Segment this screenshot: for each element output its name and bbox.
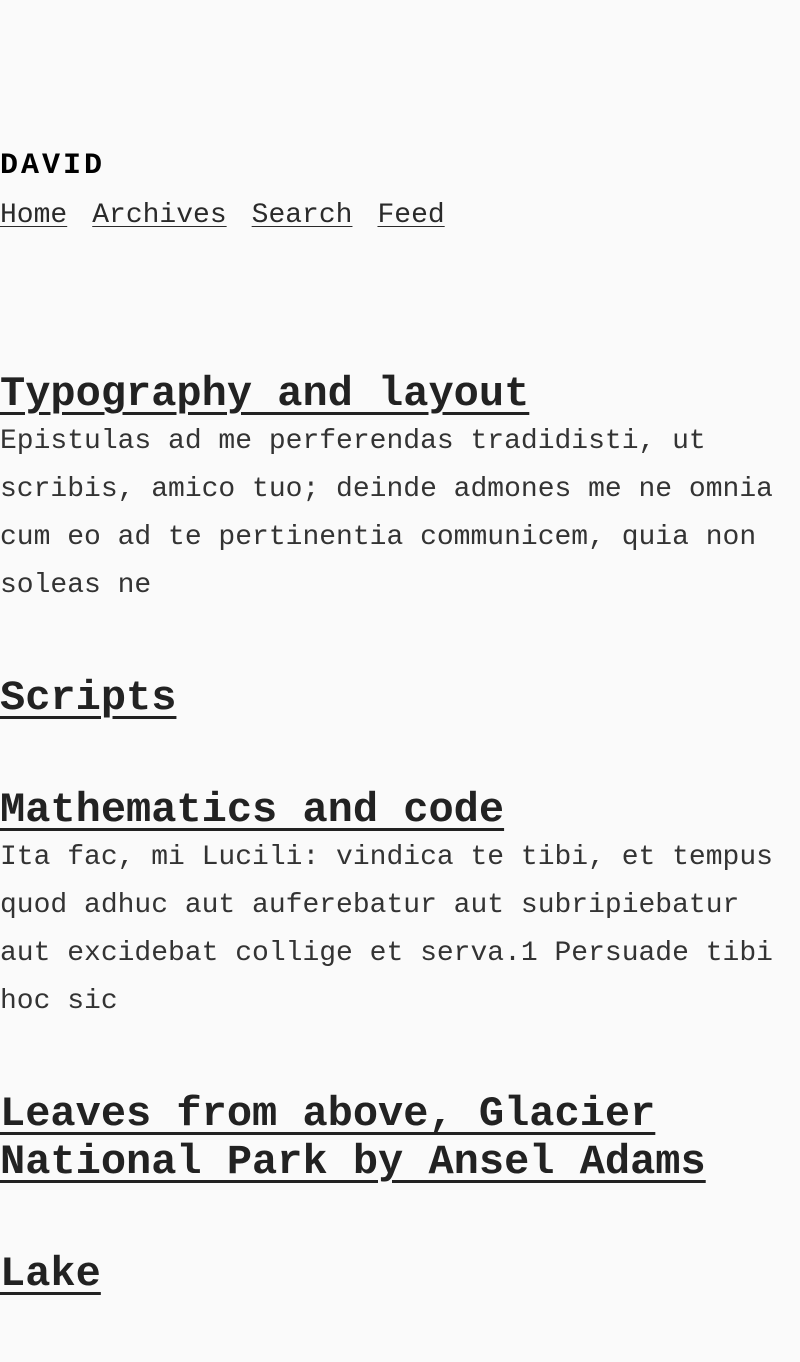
post-heading	[0, 1250, 800, 1298]
post-heading	[0, 786, 800, 834]
main-nav	[0, 196, 470, 236]
post-list	[0, 370, 800, 1362]
nav-home-link[interactable]: Home	[0, 200, 68, 231]
post-heading	[0, 370, 800, 418]
post-title-link[interactable]: Mathematics and code	[0, 786, 505, 834]
post-item	[0, 786, 800, 1026]
post-title-link[interactable]: Leaves from above, Glacier National Park by Ansel Adams	[0, 1090, 706, 1186]
site-title: DAVID	[0, 149, 106, 183]
post-item	[0, 1250, 800, 1298]
nav-archives-link[interactable]: Archives	[92, 200, 227, 231]
post-title-link[interactable]: Scripts	[0, 674, 177, 722]
post-item	[0, 674, 800, 722]
nav-search-link[interactable]: Search	[251, 200, 353, 231]
post-excerpt: Epistulas ad me perferendas tradidisti, ut scribis, amico tuo; deinde admones me ne omnia cum eo ad te pertinentia communicem, quia non soleas ne	[0, 426, 773, 601]
post-item	[0, 1090, 800, 1186]
post-heading	[0, 674, 800, 722]
post-title-link[interactable]: Lake	[0, 1250, 101, 1298]
post-heading	[0, 1090, 800, 1186]
post-item	[0, 370, 800, 610]
post-title-link[interactable]: Typography and layout	[0, 370, 530, 418]
post-excerpt: Ita fac, mi Lucili: vindica te tibi, et tempus quod adhuc aut auferebatur aut subripiebatur aut excidebat collige et serva.1 Persuade tibi hoc sic	[0, 842, 773, 1017]
nav-feed-link[interactable]: Feed	[377, 200, 445, 231]
